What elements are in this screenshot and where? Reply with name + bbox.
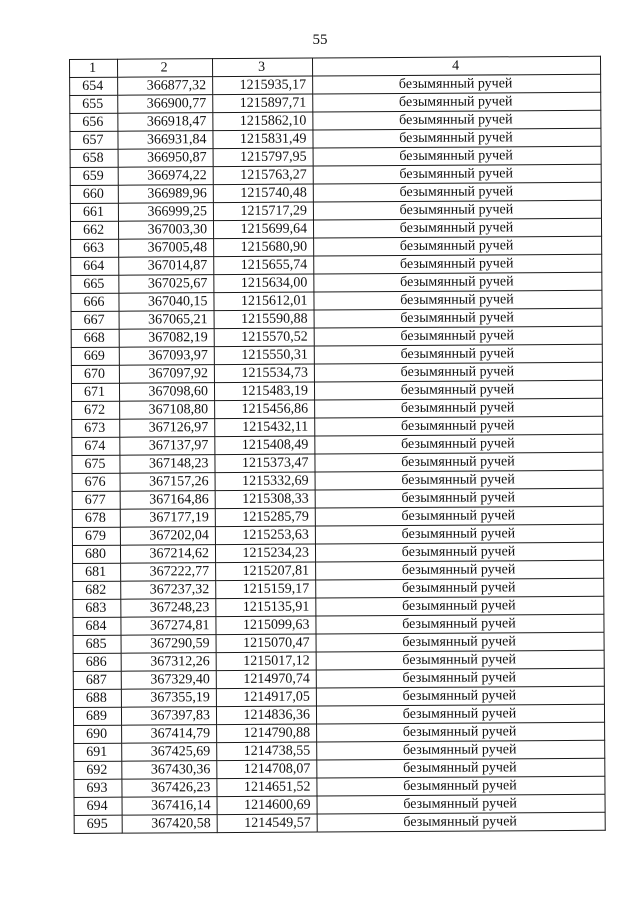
cell-coordinate-x: 367430,36 xyxy=(122,761,217,780)
cell-coordinate-y: 1215797,95 xyxy=(213,148,313,167)
cell-coordinate-x: 366999,25 xyxy=(118,203,213,222)
cell-coordinate-x: 367082,19 xyxy=(119,329,214,348)
table-body xyxy=(70,74,606,833)
page-number: 55 xyxy=(312,32,328,48)
cell-coordinate-y: 1215831,49 xyxy=(213,130,313,149)
cell-point-number: 682 xyxy=(73,581,121,599)
cell-coordinate-x: 366974,22 xyxy=(118,167,213,186)
cell-coordinate-x: 367040,15 xyxy=(119,293,214,312)
cell-object-name: безымянный ручей xyxy=(313,218,601,238)
cell-point-number: 665 xyxy=(71,275,119,293)
cell-point-number: 692 xyxy=(74,761,122,779)
cell-coordinate-y: 1214917,05 xyxy=(216,688,316,707)
cell-coordinate-y: 1215483,19 xyxy=(214,382,314,401)
cell-coordinate-y: 1215862,10 xyxy=(213,112,313,131)
cell-coordinate-x: 366989,96 xyxy=(118,185,213,204)
cell-coordinate-y: 1215207,81 xyxy=(216,562,316,581)
cell-coordinate-x: 367397,83 xyxy=(121,707,216,726)
cell-object-name: безымянный ручей xyxy=(314,326,602,346)
cell-coordinate-x: 367312,26 xyxy=(121,653,216,672)
cell-point-number: 655 xyxy=(70,95,118,113)
cell-coordinate-y: 1214651,52 xyxy=(217,778,317,797)
cell-point-number: 680 xyxy=(72,545,120,563)
cell-point-number: 687 xyxy=(73,671,121,689)
cell-coordinate-y: 1215234,23 xyxy=(215,544,315,563)
cell-coordinate-x: 367126,97 xyxy=(120,419,215,438)
cell-object-name: безымянный ручей xyxy=(313,182,601,202)
cell-object-name: безымянный ручей xyxy=(314,290,602,310)
cell-point-number: 670 xyxy=(71,365,119,383)
cell-object-name: безымянный ручей xyxy=(316,560,604,580)
cell-object-name: безымянный ручей xyxy=(315,416,603,436)
cell-point-number: 654 xyxy=(70,77,118,95)
cell-object-name: безымянный ручей xyxy=(317,722,605,742)
cell-point-number: 668 xyxy=(71,329,119,347)
cell-coordinate-y: 1215432,11 xyxy=(215,418,315,437)
cell-coordinate-y: 1215935,17 xyxy=(213,76,313,95)
cell-object-name: безымянный ручей xyxy=(313,110,601,130)
header-point-number: 1 xyxy=(70,59,118,77)
cell-object-name: безымянный ручей xyxy=(317,740,605,760)
cell-object-name: безымянный ручей xyxy=(314,344,602,364)
cell-coordinate-x: 367025,67 xyxy=(119,275,214,294)
cell-coordinate-x: 367426,23 xyxy=(122,779,217,798)
cell-object-name: безымянный ручей xyxy=(315,524,603,544)
cell-object-name: безымянный ручей xyxy=(316,668,604,688)
cell-coordinate-y: 1215253,63 xyxy=(215,526,315,545)
cell-object-name: безымянный ручей xyxy=(314,362,602,382)
cell-coordinate-y: 1215655,74 xyxy=(214,256,314,275)
table-row xyxy=(74,812,605,833)
cell-point-number: 662 xyxy=(70,221,118,239)
cell-point-number: 677 xyxy=(72,491,120,509)
cell-object-name: безымянный ручей xyxy=(313,146,601,166)
cell-coordinate-x: 367014,87 xyxy=(119,257,214,276)
cell-coordinate-x: 367202,04 xyxy=(120,527,215,546)
cell-object-name: безымянный ручей xyxy=(313,128,601,148)
cell-coordinate-y: 1215717,29 xyxy=(213,202,313,221)
cell-coordinate-y: 1215308,33 xyxy=(215,490,315,509)
cell-coordinate-x: 367005,48 xyxy=(119,239,214,258)
cell-coordinate-x: 367065,21 xyxy=(119,311,214,330)
cell-coordinate-x: 367416,14 xyxy=(122,797,217,816)
cell-point-number: 671 xyxy=(71,383,119,401)
cell-point-number: 664 xyxy=(71,257,119,275)
cell-object-name: безымянный ручей xyxy=(313,200,601,220)
cell-coordinate-x: 367177,19 xyxy=(120,509,215,528)
cell-coordinate-x: 366877,32 xyxy=(118,77,213,96)
cell-coordinate-y: 1214738,55 xyxy=(217,742,317,761)
cell-coordinate-x: 367274,81 xyxy=(121,617,216,636)
cell-coordinate-y: 1215285,79 xyxy=(215,508,315,527)
cell-object-name: безымянный ручей xyxy=(316,614,604,634)
cell-coordinate-x: 366950,87 xyxy=(118,149,213,168)
cell-coordinate-y: 1215534,73 xyxy=(214,364,314,383)
header-object-name: 4 xyxy=(312,56,600,76)
cell-point-number: 690 xyxy=(74,725,122,743)
cell-object-name: безымянный ручей xyxy=(315,488,603,508)
cell-coordinate-y: 1214600,69 xyxy=(217,796,317,815)
cell-object-name: безымянный ручей xyxy=(315,542,603,562)
cell-point-number: 661 xyxy=(70,203,118,221)
cell-coordinate-x: 367237,32 xyxy=(121,581,216,600)
header-coordinate-y: 3 xyxy=(213,58,313,77)
cell-coordinate-y: 1215612,01 xyxy=(214,292,314,311)
cell-object-name: безымянный ручей xyxy=(316,704,604,724)
cell-coordinate-y: 1214549,57 xyxy=(217,814,317,833)
cell-coordinate-y: 1215550,31 xyxy=(214,346,314,365)
cell-coordinate-y: 1215680,90 xyxy=(214,238,314,257)
cell-coordinate-y: 1214836,36 xyxy=(216,706,316,725)
cell-coordinate-x: 367425,69 xyxy=(122,743,217,762)
cell-point-number: 688 xyxy=(73,689,121,707)
cell-point-number: 678 xyxy=(72,509,120,527)
cell-object-name: безымянный ручей xyxy=(313,74,601,94)
cell-point-number: 684 xyxy=(73,617,121,635)
cell-point-number: 657 xyxy=(70,131,118,149)
cell-point-number: 686 xyxy=(73,653,121,671)
cell-point-number: 683 xyxy=(73,599,121,617)
cell-point-number: 663 xyxy=(71,239,119,257)
cell-object-name: безымянный ручей xyxy=(314,308,602,328)
cell-coordinate-y: 1215634,00 xyxy=(214,274,314,293)
cell-coordinate-x: 367098,60 xyxy=(119,383,214,402)
cell-coordinate-x: 367148,23 xyxy=(120,455,215,474)
cell-point-number: 689 xyxy=(73,707,121,725)
cell-point-number: 674 xyxy=(72,437,120,455)
cell-coordinate-x: 367355,19 xyxy=(121,689,216,708)
cell-coordinate-x: 367003,30 xyxy=(118,221,213,240)
cell-object-name: безымянный ручей xyxy=(316,632,604,652)
cell-coordinate-x: 367097,92 xyxy=(119,365,214,384)
cell-coordinate-x: 367248,23 xyxy=(121,599,216,618)
cell-coordinate-y: 1215590,88 xyxy=(214,310,314,329)
cell-coordinate-y: 1215017,12 xyxy=(216,652,316,671)
cell-coordinate-y: 1215897,71 xyxy=(213,94,313,113)
cell-object-name: безымянный ручей xyxy=(315,470,603,490)
cell-point-number: 659 xyxy=(70,167,118,185)
cell-coordinate-y: 1214708,07 xyxy=(217,760,317,779)
cell-coordinate-y: 1215159,17 xyxy=(216,580,316,599)
cell-object-name: безымянный ручей xyxy=(314,272,602,292)
cell-coordinate-y: 1215373,47 xyxy=(215,454,315,473)
cell-coordinate-x: 367329,40 xyxy=(121,671,216,690)
cell-object-name: безымянный ручей xyxy=(316,686,604,706)
cell-object-name: безымянный ручей xyxy=(317,758,605,778)
cell-coordinate-y: 1215456,86 xyxy=(215,400,315,419)
cell-coordinate-y: 1215135,91 xyxy=(216,598,316,617)
cell-coordinate-y: 1215763,27 xyxy=(213,166,313,185)
cell-coordinate-x: 367290,59 xyxy=(121,635,216,654)
cell-object-name: безымянный ручей xyxy=(316,596,604,616)
header-coordinate-x: 2 xyxy=(118,59,213,78)
cell-point-number: 660 xyxy=(70,185,118,203)
cell-object-name: безымянный ручей xyxy=(315,398,603,418)
cell-coordinate-y: 1215570,52 xyxy=(214,328,314,347)
cell-point-number: 658 xyxy=(70,149,118,167)
cell-coordinate-y: 1215740,48 xyxy=(213,184,313,203)
cell-point-number: 672 xyxy=(72,401,120,419)
cell-coordinate-y: 1215699,64 xyxy=(213,220,313,239)
cell-point-number: 676 xyxy=(72,473,120,491)
cell-point-number: 693 xyxy=(74,779,122,797)
cell-object-name: безымянный ручей xyxy=(313,92,601,112)
cell-object-name: безымянный ручей xyxy=(314,380,602,400)
cell-point-number: 681 xyxy=(73,563,121,581)
cell-coordinate-x: 367093,97 xyxy=(119,347,214,366)
cell-point-number: 694 xyxy=(74,797,122,815)
cell-point-number: 675 xyxy=(72,455,120,473)
cell-object-name: безымянный ручей xyxy=(316,650,604,670)
cell-point-number: 666 xyxy=(71,293,119,311)
cell-coordinate-y: 1214970,74 xyxy=(216,670,316,689)
cell-coordinate-x: 367214,62 xyxy=(120,545,215,564)
cell-coordinate-y: 1215070,47 xyxy=(216,634,316,653)
cell-point-number: 691 xyxy=(74,743,122,761)
cell-object-name: безымянный ручей xyxy=(315,434,603,454)
cell-object-name: безымянный ручей xyxy=(314,254,602,274)
cell-coordinate-x: 366900,77 xyxy=(118,95,213,114)
cell-coordinate-y: 1215099,63 xyxy=(216,616,316,635)
cell-object-name: безымянный ручей xyxy=(317,776,605,796)
cell-coordinate-x: 367414,79 xyxy=(122,725,217,744)
coordinates-table xyxy=(69,56,606,834)
cell-coordinate-x: 367420,58 xyxy=(122,815,217,834)
cell-point-number: 679 xyxy=(72,527,120,545)
cell-object-name: безымянный ручей xyxy=(315,452,603,472)
cell-object-name: безымянный ручей xyxy=(316,578,604,598)
cell-object-name: безымянный ручей xyxy=(317,812,605,832)
cell-coordinate-x: 367164,86 xyxy=(120,491,215,510)
cell-point-number: 673 xyxy=(72,419,120,437)
cell-coordinate-x: 367108,80 xyxy=(120,401,215,420)
cell-coordinate-y: 1215332,69 xyxy=(215,472,315,491)
cell-point-number: 669 xyxy=(71,347,119,365)
cell-object-name: безымянный ручей xyxy=(314,236,602,256)
cell-coordinate-x: 367222,77 xyxy=(121,563,216,582)
cell-coordinate-x: 367157,26 xyxy=(120,473,215,492)
cell-coordinate-x: 366931,84 xyxy=(118,131,213,150)
cell-coordinate-x: 367137,97 xyxy=(120,437,215,456)
cell-point-number: 685 xyxy=(73,635,121,653)
cell-point-number: 656 xyxy=(70,113,118,131)
cell-object-name: безымянный ручей xyxy=(317,794,605,814)
cell-coordinate-y: 1214790,88 xyxy=(217,724,317,743)
cell-coordinate-y: 1215408,49 xyxy=(215,436,315,455)
cell-point-number: 695 xyxy=(74,815,122,833)
cell-object-name: безымянный ручей xyxy=(315,506,603,526)
cell-point-number: 667 xyxy=(71,311,119,329)
cell-object-name: безымянный ручей xyxy=(313,164,601,184)
cell-coordinate-x: 366918,47 xyxy=(118,113,213,132)
